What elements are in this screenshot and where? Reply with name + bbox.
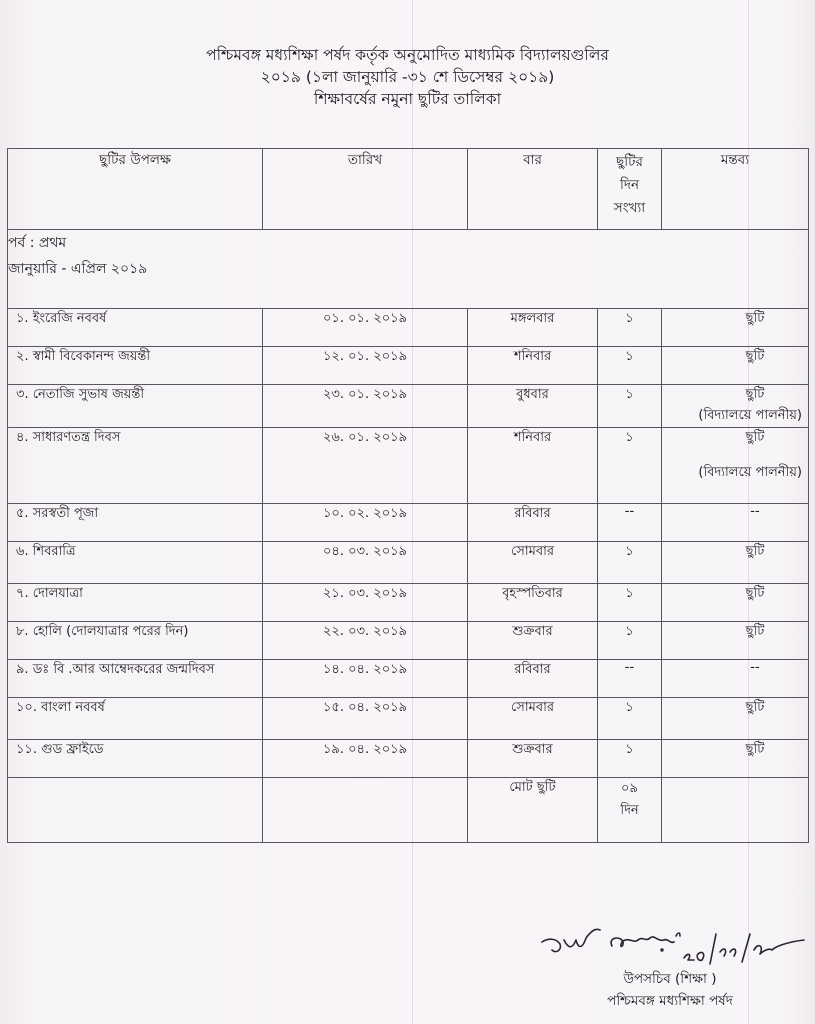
day-cell: রবিবার [468,504,598,542]
header-date: তারিখ [263,149,468,230]
section-row [8,230,809,309]
table-row [8,504,809,542]
occasion-cell: ১১. গুড ফ্রাইডে [8,740,263,778]
total-value-cell [598,778,662,843]
date-cell: ২২. ০৩. ২০১৯ [263,622,468,660]
date-cell: ১৪. ০৪. ২০১৯ [263,660,468,698]
remark-text: -- [750,660,760,675]
day-cell: বৃহস্পতিবার [468,584,598,622]
remark-cell [662,504,809,542]
holiday-table [7,148,809,843]
table-row [8,740,809,778]
count-cell: ১ [598,622,662,660]
remark-note: (বিদ্যালয়ে পালনীয়) [698,465,802,480]
remark-text: ছুটি [745,349,765,364]
day-cell: শুক্রবার [468,622,598,660]
date-cell: ১৯. ০৪. ২০১৯ [263,740,468,778]
section-term: পর্ব : প্রথম [8,235,67,251]
remark-cell [662,347,809,385]
day-cell: সোমবার [468,698,598,740]
remark-cell [662,542,809,584]
total-unit: দিন [620,803,639,818]
day-cell: বুধবার [468,385,598,428]
signatory-organization: পশ্চিমবঙ্গ মধ্যশিক্ষা পর্ষদ [607,993,733,1009]
date-cell: ০১. ০১. ২০১৯ [263,309,468,347]
table-row [8,385,809,428]
remark-note: (বিদ্যালয়ে পালনীয়) [698,408,802,423]
day-cell: সোমবার [468,542,598,584]
remark-text: -- [750,504,760,519]
count-cell: ১ [598,740,662,778]
total-value: ০৯ [621,781,638,796]
occasion-cell: ১০. বাংলা নববর্ষ [8,698,263,740]
remark-text: ছুটি [745,430,765,445]
signatory-block [560,968,780,1012]
remark-cell [662,385,809,428]
empty-cell [662,778,809,843]
date-cell: ২১. ০৩. ২০১৯ [263,584,468,622]
header-remarks: মন্তব্য [662,149,809,230]
day-cell: শনিবার [468,347,598,385]
day-cell: শুক্রবার [468,740,598,778]
table-row [8,347,809,385]
remark-cell [662,309,809,347]
remark-text: ছুটি [745,586,765,601]
heading-line-3: শিক্ষাবর্ষের নমুনা ছুটির তালিকা [313,90,502,108]
table-row [8,542,809,584]
date-cell: ১৫. ০৪. ২০১৯ [263,698,468,740]
occasion-cell: ৬. শিবরাত্রি [8,542,263,584]
count-cell: ১ [598,584,662,622]
remark-cell [662,660,809,698]
header-days-count-line: সংখ্যা [613,200,646,216]
count-cell: ১ [598,428,662,504]
signature-scribble-icon [538,928,808,968]
total-label: মোট ছুটি [468,778,598,843]
header-days-count [598,149,662,230]
remark-text: ছুটি [745,387,765,402]
header-days-count-line: দিন [619,177,639,193]
count-cell: ১ [598,542,662,584]
remark-cell [662,584,809,622]
count-cell: -- [598,504,662,542]
count-cell: ১ [598,347,662,385]
occasion-cell: ৭. দোলযাত্রা [8,584,263,622]
occasion-cell: ৫. সরস্বতী পূজা [8,504,263,542]
table-row [8,660,809,698]
count-cell: ১ [598,698,662,740]
table-header-row [8,149,809,230]
table-row [8,622,809,660]
occasion-cell: ১. ইংরেজি নববর্ষ [8,309,263,347]
remark-cell [662,622,809,660]
section-period: জানুয়ারি - এপ্রিল ২০১৯ [8,261,148,277]
count-cell: ১ [598,385,662,428]
empty-cell [263,778,468,843]
day-cell: মঙ্গলবার [468,309,598,347]
table-row [8,428,809,504]
date-cell: ১২. ০১. ২০১৯ [263,347,468,385]
header-days-count-line: ছুটির [616,154,643,170]
occasion-cell: ৯. ডঃ বি .আর আম্বেদকরের জন্মদিবস [8,660,263,698]
header-day: বার [468,149,598,230]
occasion-cell: ৪. সাধারণতন্ত্র দিবস [8,428,263,504]
section-cell [8,230,809,309]
heading-line-1: পশ্চিমবঙ্গ মধ্যশিক্ষা পর্ষদ কর্তৃক অনুমোদিত মাধ্যমিক বিদ্যালয়গুলির [206,46,609,64]
day-cell: শনিবার [468,428,598,504]
handwritten-signature [538,928,808,968]
occasion-cell: ৩. নেতাজি সুভাষ জয়ন্তী [8,385,263,428]
remark-text: ছুটি [745,742,765,757]
remark-text: ছুটি [745,544,765,559]
day-cell: রবিবার [468,660,598,698]
count-cell: ১ [598,309,662,347]
occasion-cell: ৮. হোলি (দোলযাত্রার পরের দিন) [8,622,263,660]
remark-text: ছুটি [745,311,765,326]
table-row [8,309,809,347]
remark-cell [662,740,809,778]
empty-cell [8,778,263,843]
date-cell: ১০. ০২. ২০১৯ [263,504,468,542]
remark-text: ছুটি [745,700,765,715]
heading-line-2: ২০১৯ (১লা জানুয়ারি -৩১ শে ডিসেম্বর ২০১৯) [260,68,555,86]
table-row [8,584,809,622]
date-cell: ২৩. ০১. ২০১৯ [263,385,468,428]
document-heading [0,44,815,110]
count-cell: -- [598,660,662,698]
remark-cell [662,428,809,504]
remark-text: ছুটি [745,624,765,639]
signatory-designation: উপসচিব (শিক্ষা ) [623,971,717,987]
date-cell: ০৪. ০৩. ২০১৯ [263,542,468,584]
total-row [8,778,809,843]
remark-cell [662,698,809,740]
date-cell: ২৬. ০১. ২০১৯ [263,428,468,504]
table-row [8,698,809,740]
header-occasion: ছুটির উপলক্ষ [8,149,263,230]
occasion-cell: ২. স্বামী বিবেকানন্দ জয়ন্তী [8,347,263,385]
